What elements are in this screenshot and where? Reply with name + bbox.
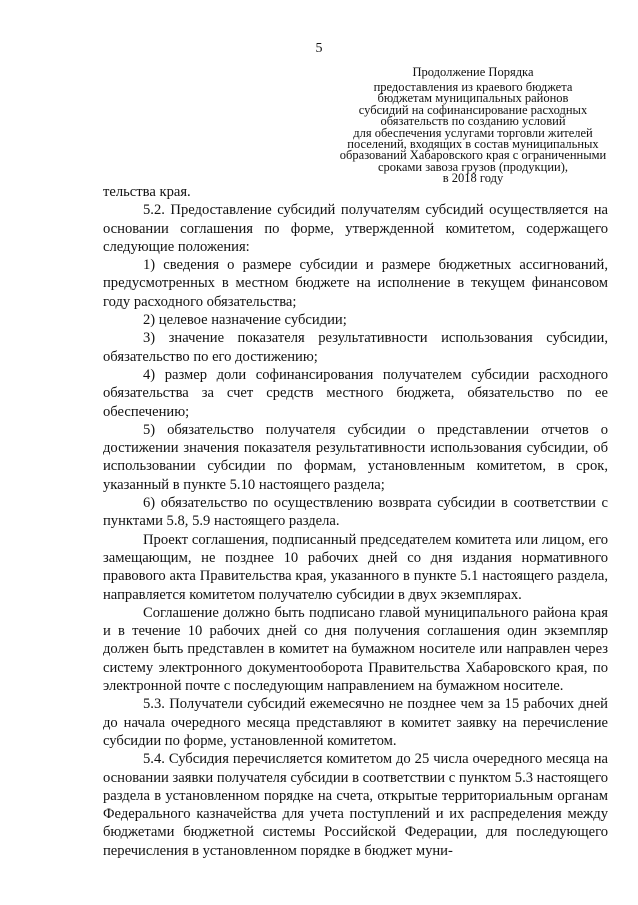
paragraph-draft-agreement: Проект соглашения, подписанный председателем комитета или лицом, его замещающим, не позднее 10 рабочих дней со дня издания нормативного правового акта Правительства края, указанного в пункте 5.1 настоящего раздела, направляется комитетом получателю субсидии в двух экземплярах. — [103, 531, 608, 603]
header-line: предоставления из краевого бюджета — [373, 80, 573, 94]
paragraph-5-2: 5.2. Предоставление субсидий получателям субсидий осуществляется на основании соглашения по форме, утвержденной комитетом, содержащего следующие положения: — [103, 202, 608, 255]
list-item-1: 1) сведения о размере субсидии и размере бюджетных ассигнований, предусмотренных в местном бюджете на исполнение в текущем финансовом году расходного обязательства; — [103, 257, 608, 310]
list-item-6: 6) обязательство по осуществлению возврата субсидии в соответствии с пунктами 5.8, 5.9 настоящего раздела. — [103, 495, 608, 530]
header-line: бюджетам муниципальных районов — [377, 91, 569, 106]
page-number: 5 — [315, 41, 323, 56]
header-line: сроками завоза грузов (продукции), — [377, 159, 568, 174]
header-line: в 2018 году — [442, 171, 504, 186]
header-line: Продолжение Порядка — [412, 65, 534, 79]
paragraph-5-4: 5.4. Субсидия перечисляется комитетом до 25 числа очередного месяца на основании заявки получателя субсидии в соответствии с пунктом 5.3 настоящего раздела в установленном порядке на счета, открытые территориальным органам Федерального казначейства для учета поступлений и их распределения между бюджетами бюджетной системы Российской Федерации, для последующего перечисления в установленном порядке в бюджет муни- — [103, 751, 609, 859]
list-item-3: 3) значение показателя результативности использования субсидии, обязательство по его достижению; — [103, 330, 608, 365]
paragraph-5-3: 5.3. Получатели субсидий ежемесячно не позднее чем за 15 рабочих дней до начала очередного месяца представляют в комитет заявку на перечисление субсидии по форме, установленной комитетом. — [103, 696, 608, 749]
header-line: для обеспечения услугами торговли жителей — [353, 125, 593, 140]
header-line: обязательств по созданию условий — [380, 114, 566, 129]
header-line: поселений, входящих в состав муниципальных — [347, 137, 599, 152]
list-item-5: 5) обязательство получателя субсидии о представлении отчетов о достижении значения показателя результативности использования субсидии, об использовании субсидии по формам, установленным комитетом, в срок, указанный в пункте 5.10 настоящего раздела; — [103, 421, 608, 493]
paragraph-continuation: тельства края. — [103, 184, 191, 200]
header-block — [330, 66, 616, 185]
paragraph-agreement-signing: Соглашение должно быть подписано главой муниципального района края и в течение 10 рабочих дней со дня получения соглашения один экземпляр должен быть представлен в комитет на бумажном носителе или направлен через систему электронного документооборота Правительства Хабаровского края, по электронной почте с последующим направлением на бумажном носителе. — [103, 604, 608, 695]
body-text — [103, 183, 608, 860]
header-line: субсидий на софинансирование расходных — [358, 102, 588, 117]
list-item-4: 4) размер доли софинансирования получателем субсидии расходного обязательства за счет средств местного бюджета, обязательство по ее обеспечению; — [103, 366, 608, 420]
list-item-2: 2) целевое назначение субсидии; — [143, 312, 347, 329]
header-line: образований Хабаровского края с ограниченными — [339, 148, 607, 163]
